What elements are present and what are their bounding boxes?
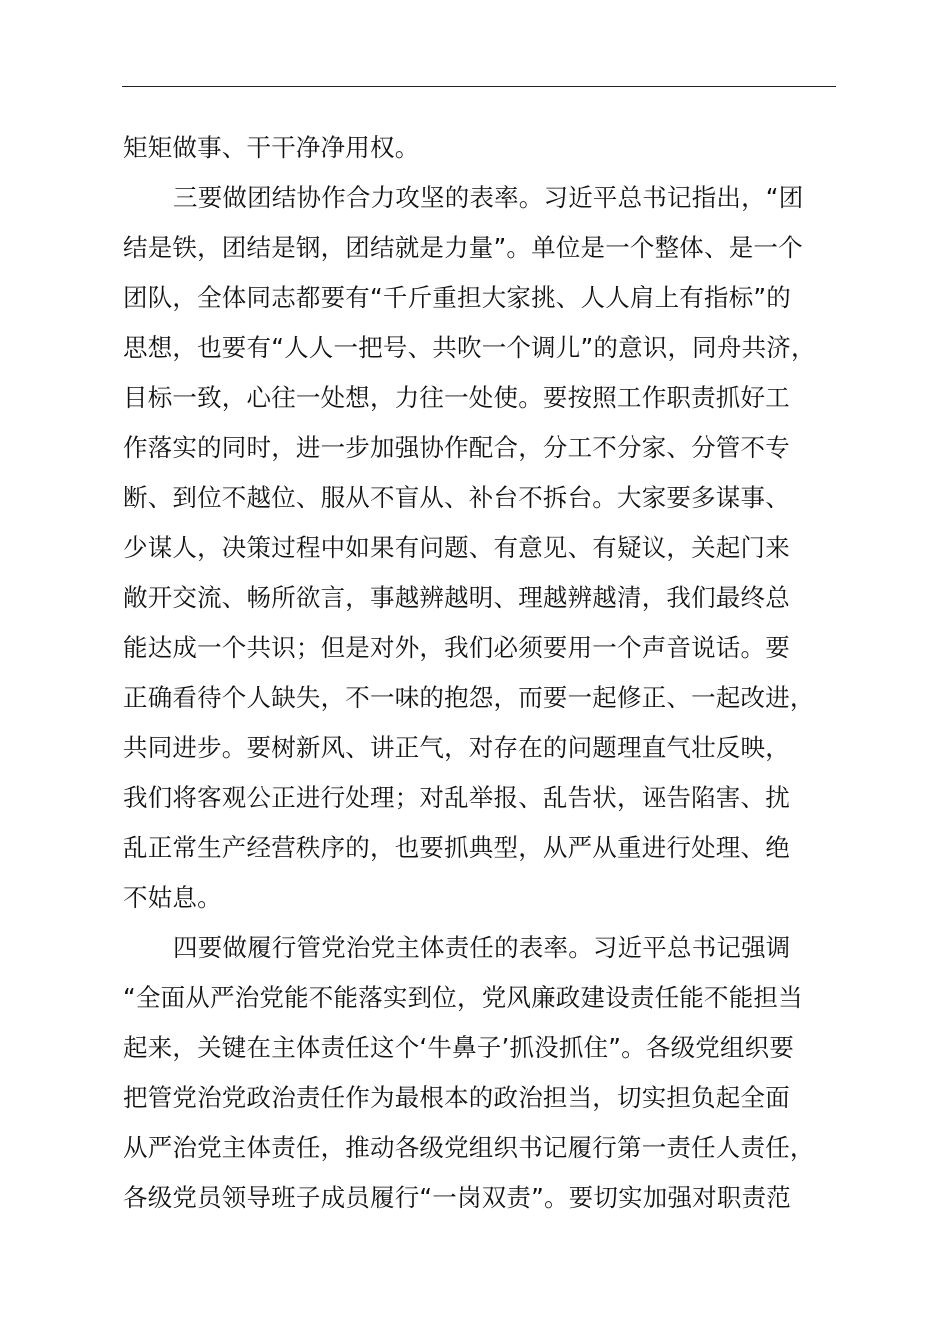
text-line: 乱正常生产经营秩序的，也要抓典型，从严从重进行处理、绝 (123, 833, 790, 862)
text-line: 少谋人，决策过程中如果有问题、有意见、有疑议，关起门来 (123, 533, 790, 562)
text-line: 敞开交流、畅所欲言，事越辨越明、理越辨越清，我们最终总 (123, 583, 790, 612)
text-line: 能达成一个共识；但是对外，我们必须要用一个声音说话。要 (123, 633, 790, 662)
text-line: 结是铁，团结是钢，团结就是力量”。单位是一个整体、是一个 (123, 233, 803, 262)
text-line: 从严治党主体责任，推动各级党组织书记履行第一责任人责任， (123, 1133, 815, 1162)
text-line: 目标一致，心往一处想，力往一处使。要按照工作职责抓好工 (123, 383, 790, 412)
text-line: 团队，全体同志都要有“千斤重担大家挑、人人肩上有指标”的 (123, 283, 791, 312)
text-line: 我们将客观公正进行处理；对乱举报、乱告状，诬告陷害、扰 (123, 783, 790, 812)
text-line: 共同进步。要树新风、讲正气，对存在的问题理直气壮反映， (123, 733, 790, 762)
text-line: 正确看待个人缺失，不一味的抱怨，而要一起修正、一起改进， (123, 683, 815, 712)
document-body (123, 123, 843, 1223)
text-line: 思想，也要有“人人一把号、共吹一个调儿”的意识，同舟共济， (123, 333, 816, 362)
paragraph-3-first-line: 三要做团结协作合力攻坚的表率。习近平总书记指出，“团 (173, 183, 804, 212)
text-line: 各级党员领导班子成员履行“一岗双责”。要切实加强对职责范 (123, 1183, 791, 1212)
text-line: 把管党治党政治责任作为最根本的政治担当，切实担负起全面 (123, 1083, 790, 1112)
text-line: 不姑息。 (123, 883, 222, 912)
paragraph-4-first-line: 四要做履行管党治党主体责任的表率。习近平总书记强调 (173, 933, 791, 962)
text-line: 起来，关键在主体责任这个‘牛鼻子’抓没抓住”。各级党组织要 (123, 1033, 795, 1062)
header-rule (122, 86, 836, 87)
text-line: 矩矩做事、干干净净用权。 (123, 133, 420, 162)
text-line: 作落实的同时，进一步加强协作配合，分工不分家、分管不专 (123, 433, 790, 462)
text-line: “全面从严治党能不能落实到位，党风廉政建设责任能不能担当 (123, 983, 803, 1012)
text-line: 断、到位不越位、服从不盲从、补台不拆台。大家要多谋事、 (123, 483, 790, 512)
